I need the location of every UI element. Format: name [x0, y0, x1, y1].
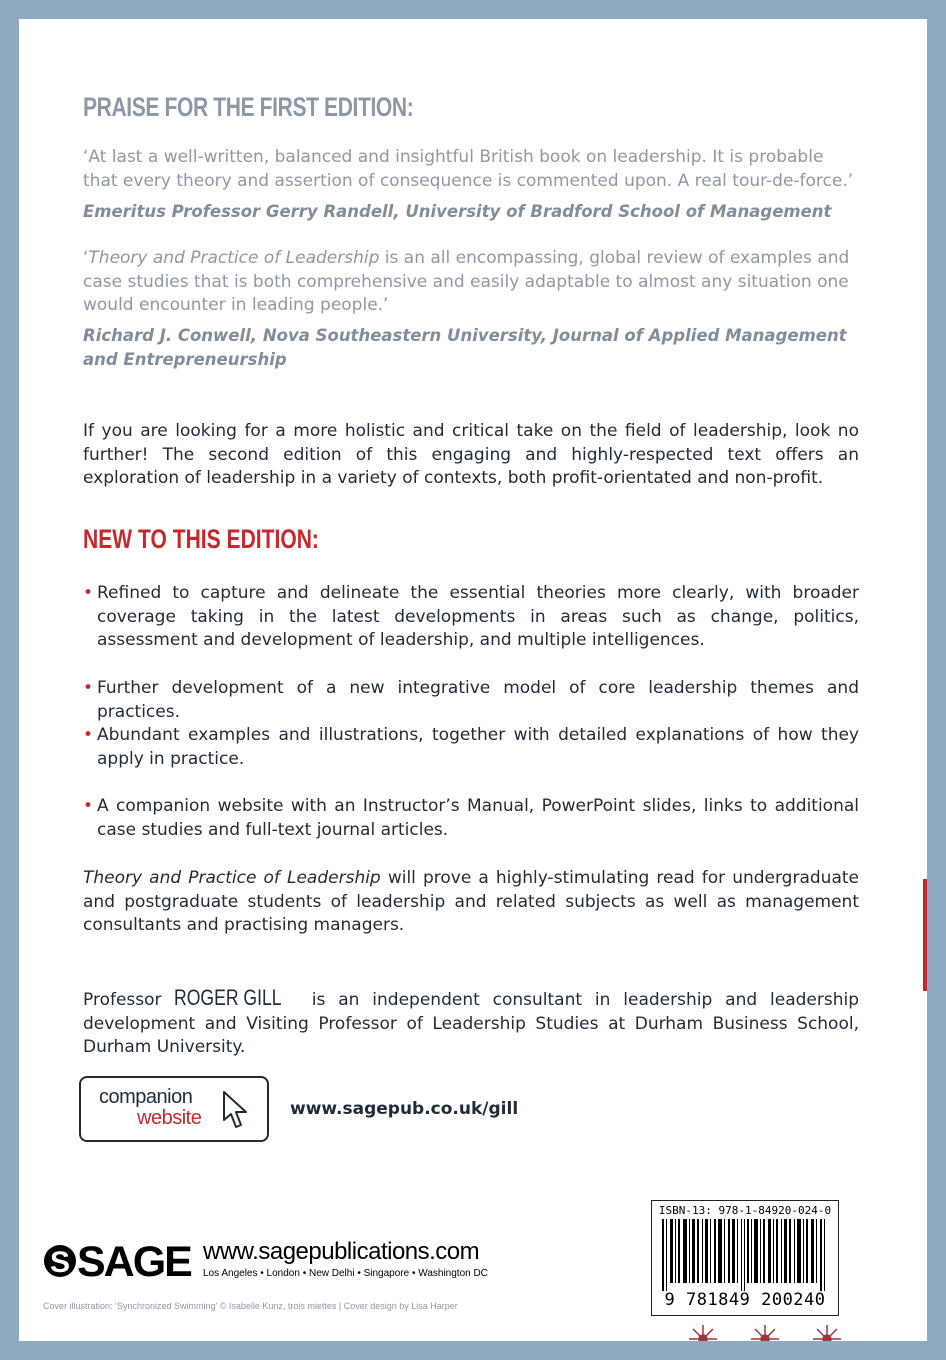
website-label: website	[137, 1107, 202, 1129]
author-prefix: Professor	[83, 990, 175, 1010]
praise-attribution-1: Emeritus Professor Gerry Randell, University of Bradford School of Management	[83, 202, 832, 221]
decorative-star-icons	[669, 1321, 869, 1341]
companion-website-badge[interactable]	[79, 1076, 269, 1142]
sage-logo-icon	[43, 1240, 77, 1282]
barcode-bars-icon	[658, 1219, 832, 1291]
bullet-icon: •	[83, 678, 94, 698]
bullet-item-4	[83, 795, 859, 842]
praise-attribution-2: Richard J. Conwell, Nova Southeastern University, Journal of Applied Management and Entrepreneurship	[83, 326, 847, 369]
new-edition-heading: NEW TO THIS EDITION:	[83, 524, 319, 554]
publisher-cities: Los Angeles • London • New Delhi • Singapore • Washington DC	[203, 1268, 488, 1279]
publisher-url[interactable]: www.sagepublications.com	[203, 1238, 480, 1265]
summary-paragraph	[83, 867, 859, 938]
companion-label: companion	[99, 1086, 193, 1108]
bullet-item-3	[83, 724, 859, 771]
bullet-text: A companion website with an Instructor’s Manual, PowerPoint slides, links to additional case studies and full-text journal articles.	[97, 796, 859, 840]
author-bio: is an independent consultant in leadership and leadership development and Visiting Professor of Leadership Studies at Durham Business School, Durham University.	[83, 990, 859, 1057]
author-paragraph	[83, 986, 859, 1060]
isbn-label: ISBN-13: 978-1-84920-024-0	[658, 1204, 832, 1217]
bullet-icon: •	[83, 725, 94, 745]
bullet-item-2	[83, 677, 859, 724]
praise-quote-2	[83, 247, 859, 318]
sage-logo-text: SAGE	[77, 1238, 191, 1286]
bullet-text: Further development of a new integrative model of core leadership themes and practices.	[97, 678, 859, 722]
cover-credits: Cover illustration: ‘Synchronized Swimming’ © Isabelle Kunz, trois miettes | Cover design by Lisa Harper	[43, 1301, 458, 1311]
intro-paragraph: If you are looking for a more holistic and critical take on the field of leadership, look no further! The second edition of this engaging and highly-respected text offers an exploration of leadership in a variety of contexts, both profit-orientated and non-profit.	[83, 421, 859, 488]
quote2-book-title: Theory and Practice of Leadership	[88, 248, 380, 268]
barcode-digits: 9 781849 200240	[664, 1290, 826, 1310]
cursor-arrow-icon	[222, 1090, 250, 1134]
bullet-text: Abundant examples and illustrations, together with detailed explanations of how they apply in practice.	[97, 725, 859, 769]
companion-website-link[interactable]: www.sagepub.co.uk/gill	[290, 1099, 519, 1119]
bullet-icon: •	[83, 583, 94, 603]
bullet-icon: •	[83, 796, 94, 816]
summary-text: will prove a highly-stimulating read for undergraduate and postgraduate students of leadership and related subjects as well as management consultants and practising managers.	[83, 868, 859, 935]
author-name: ROGER GILL	[174, 985, 282, 1010]
bullet-text: Refined to capture and delineate the essential theories more clearly, with broader coverage taking in the latest developments in areas such as change, politics, assessment and development of leadership, and multiple intelligences.	[97, 583, 859, 650]
svg-text:S: S	[49, 1246, 71, 1279]
bullet-item-1	[83, 582, 859, 653]
back-cover	[19, 19, 927, 1341]
isbn-barcode	[651, 1200, 839, 1316]
praise-heading: PRAISE FOR THE FIRST EDITION:	[83, 92, 414, 122]
quote2-text: is an all encompassing, global review of examples and case studies that is both comprehensive and easily adaptable to almost any situation one would encounter in leading people.’	[83, 248, 850, 315]
summary-book-title: Theory and Practice of Leadership	[83, 868, 381, 888]
praise-quote-1: ‘At last a well-written, balanced and insightful British book on leadership. It is probable that every theory and assertion of consequence is commented upon. A real tour-de-force.’	[83, 147, 854, 191]
quote2-open: ‘	[83, 248, 89, 268]
edge-accent-strip	[923, 879, 927, 991]
